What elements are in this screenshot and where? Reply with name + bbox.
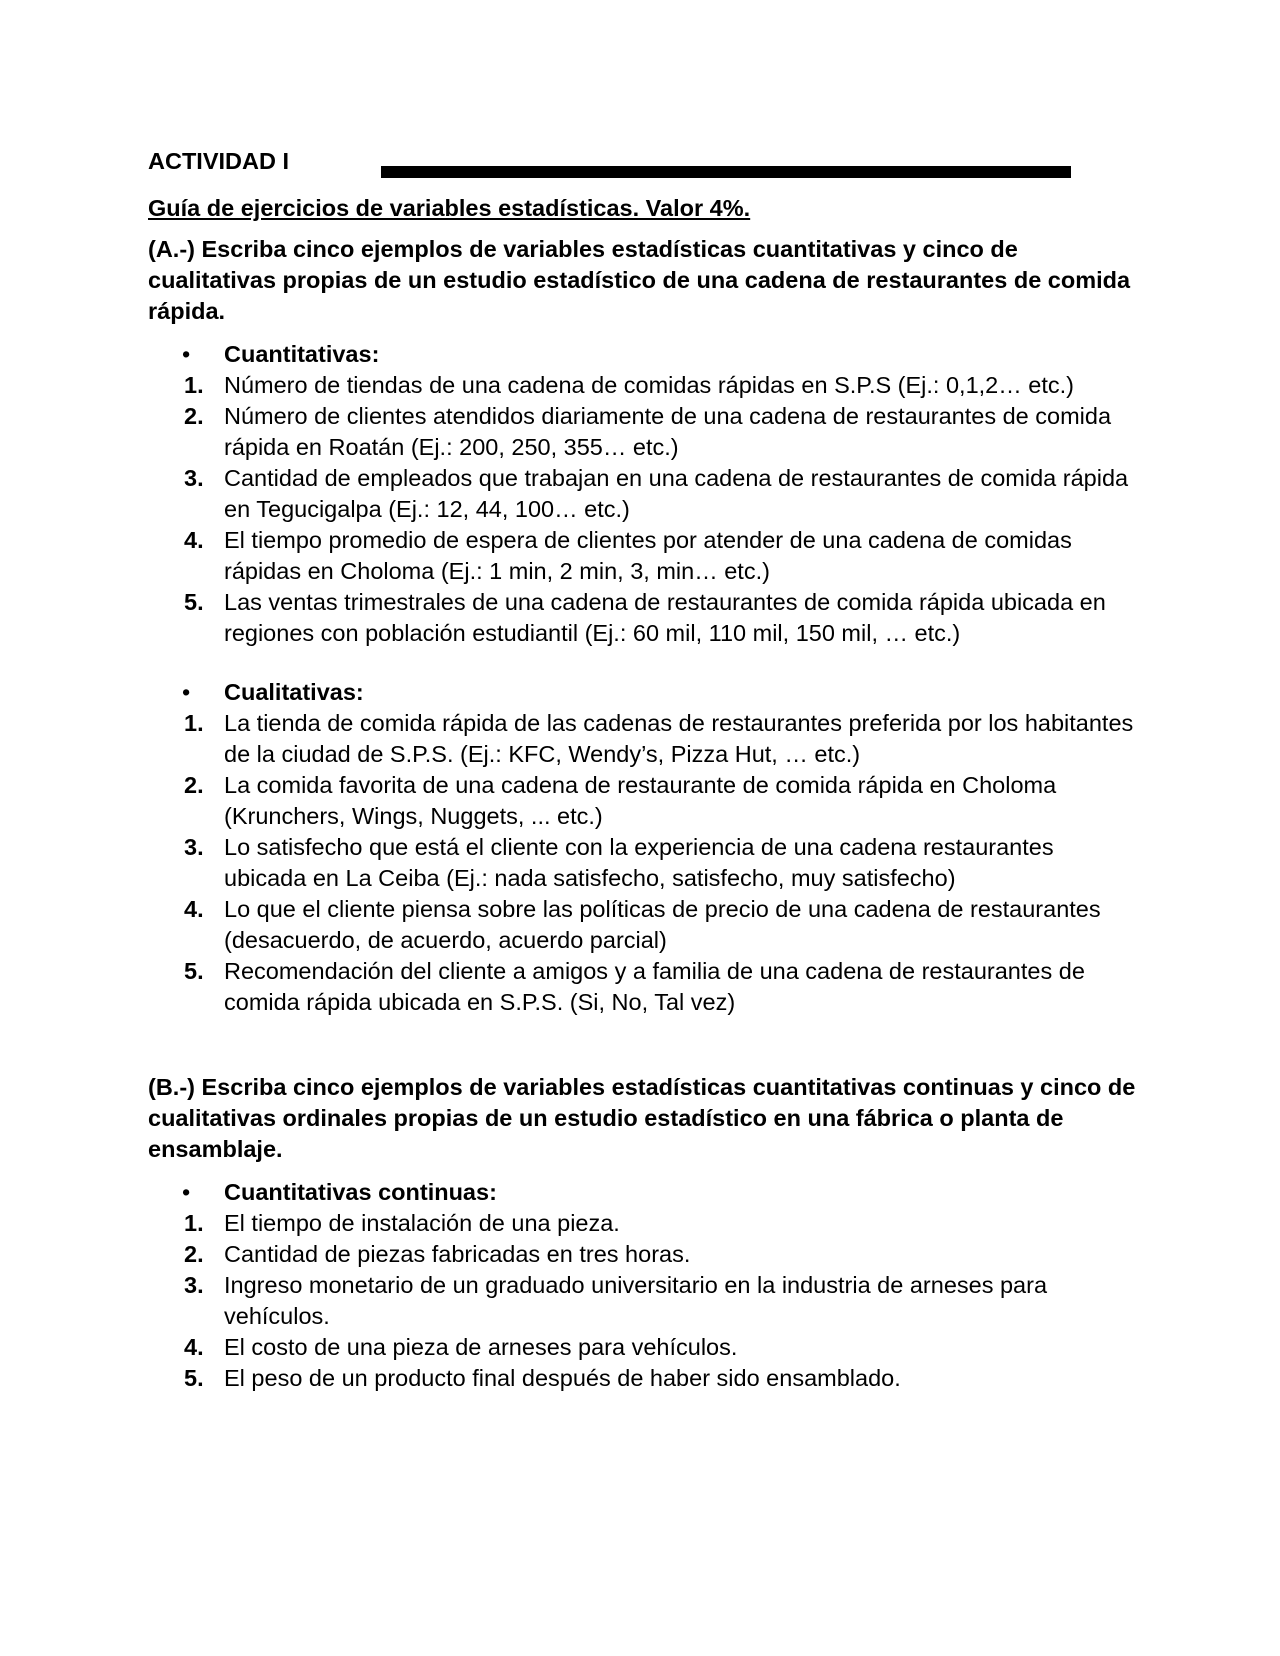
spacer	[148, 649, 1138, 677]
item-number: 3.	[184, 1272, 204, 1298]
list-item	[148, 1239, 1138, 1270]
bullet-icon: •	[182, 341, 191, 367]
qualitative-section	[148, 677, 1138, 1018]
bullet-icon: •	[182, 679, 191, 705]
item-text: El peso de un producto final después de haber sido ensamblado.	[224, 1365, 901, 1391]
list-item	[148, 1332, 1138, 1363]
question-b: (B.-) Escriba cinco ejemplos de variables estadísticas cuantitativas continuas y cinco de cualitativas ordinales propias de un estudio estadístico en una fábrica o planta de ensamblaje.	[148, 1074, 1136, 1162]
quantitative-heading-label: Cuantitativas:	[224, 341, 380, 367]
list-item	[148, 1270, 1138, 1332]
item-number: 1.	[184, 710, 204, 736]
bullet-icon: •	[182, 1179, 191, 1205]
list-item	[148, 832, 1138, 894]
item-number: 4.	[184, 1334, 204, 1360]
list-item	[148, 587, 1138, 649]
list-item	[148, 1208, 1138, 1239]
list-item	[148, 708, 1138, 770]
item-text: La comida favorita de una cadena de restaurante de comida rápida en Choloma (Krunchers, Wings, Nuggets, ... etc.)	[224, 772, 1057, 829]
item-number: 1.	[184, 372, 204, 398]
list-item	[148, 894, 1138, 956]
list-item	[148, 1363, 1138, 1394]
item-text: El costo de una pieza de arneses para vehículos.	[224, 1334, 738, 1360]
item-text: Cantidad de empleados que trabajan en una cadena de restaurantes de comida rápida en Tegucigalpa (Ej.: 12, 44, 100… etc.)	[224, 465, 1129, 522]
guide-title: Guía de ejercicios de variables estadísticas. Valor 4%.	[148, 195, 751, 221]
activity-title: ACTIVIDAD I	[148, 148, 289, 174]
item-text: Cantidad de piezas fabricadas en tres horas.	[224, 1241, 691, 1267]
item-text: Ingreso monetario de un graduado universitario en la industria de arneses para vehículos.	[224, 1272, 1048, 1329]
list-item	[148, 525, 1138, 587]
item-text: El tiempo promedio de espera de clientes por atender de una cadena de comidas rápidas en Choloma (Ej.: 1 min, 2 min, 3, min… etc.)	[224, 527, 1072, 584]
quantitative-list	[148, 370, 1138, 649]
item-number: 2.	[184, 403, 204, 429]
continuous-heading	[148, 1177, 1138, 1208]
item-number: 1.	[184, 1210, 204, 1236]
item-number: 5.	[184, 589, 204, 615]
item-number: 5.	[184, 958, 204, 984]
list-item	[148, 401, 1138, 463]
qualitative-list	[148, 708, 1138, 1018]
item-number: 3.	[184, 465, 204, 491]
item-number: 2.	[184, 1241, 204, 1267]
item-text: Lo satisfecho que está el cliente con la experiencia de una cadena restaurantes ubicada en La Ceiba (Ej.: nada satisfecho, satisfecho, muy satisfecho)	[224, 834, 1054, 891]
spacer	[148, 1046, 1138, 1062]
item-text: El tiempo de instalación de una pieza.	[224, 1210, 620, 1236]
list-item	[148, 956, 1138, 1018]
item-text: Lo que el cliente piensa sobre las políticas de precio de una cadena de restaurantes (desacuerdo, de acuerdo, acuerdo parcial)	[224, 896, 1101, 953]
activity-header	[148, 146, 1138, 180]
spacer	[148, 1018, 1138, 1046]
list-item	[148, 463, 1138, 525]
continuous-heading-label: Cuantitativas continuas:	[224, 1179, 497, 1205]
qualitative-heading-label: Cualitativas:	[224, 679, 364, 705]
quantitative-section	[148, 339, 1138, 649]
list-item	[148, 370, 1138, 401]
item-number: 4.	[184, 527, 204, 553]
item-number: 5.	[184, 1365, 204, 1391]
item-number: 3.	[184, 834, 204, 860]
item-text: Las ventas trimestrales de una cadena de restaurantes de comida rápida ubicada en regiones con población estudiantil (Ej.: 60 mil, 110 mil, 150 mil, … etc.)	[224, 589, 1106, 646]
qualitative-heading	[148, 677, 1138, 708]
item-text: Número de clientes atendidos diariamente de una cadena de restaurantes de comida rápida en Roatán (Ej.: 200, 250, 355… etc.)	[224, 403, 1112, 460]
continuous-list	[148, 1208, 1138, 1394]
header-rule	[381, 166, 1071, 178]
item-text: La tienda de comida rápida de las cadenas de restaurantes preferida por los habitantes de la ciudad de S.P.S. (Ej.: KFC, Wendy’s, Pizza Hut, … etc.)	[224, 710, 1134, 767]
continuous-section	[148, 1177, 1138, 1394]
item-text: Número de tiendas de una cadena de comidas rápidas en S.P.S (Ej.: 0,1,2… etc.)	[224, 372, 1074, 398]
item-number: 2.	[184, 772, 204, 798]
item-text: Recomendación del cliente a amigos y a familia de una cadena de restaurantes de comida rápida ubicada en S.P.S. (Si, No, Tal vez)	[224, 958, 1085, 1015]
list-item	[148, 770, 1138, 832]
item-number: 4.	[184, 896, 204, 922]
question-a: (A.-) Escriba cinco ejemplos de variables estadísticas cuantitativas y cinco de cualitativas propias de un estudio estadístico de una cadena de restaurantes de comida rápida.	[148, 236, 1131, 324]
document-page	[148, 146, 1138, 1394]
quantitative-heading	[148, 339, 1138, 370]
